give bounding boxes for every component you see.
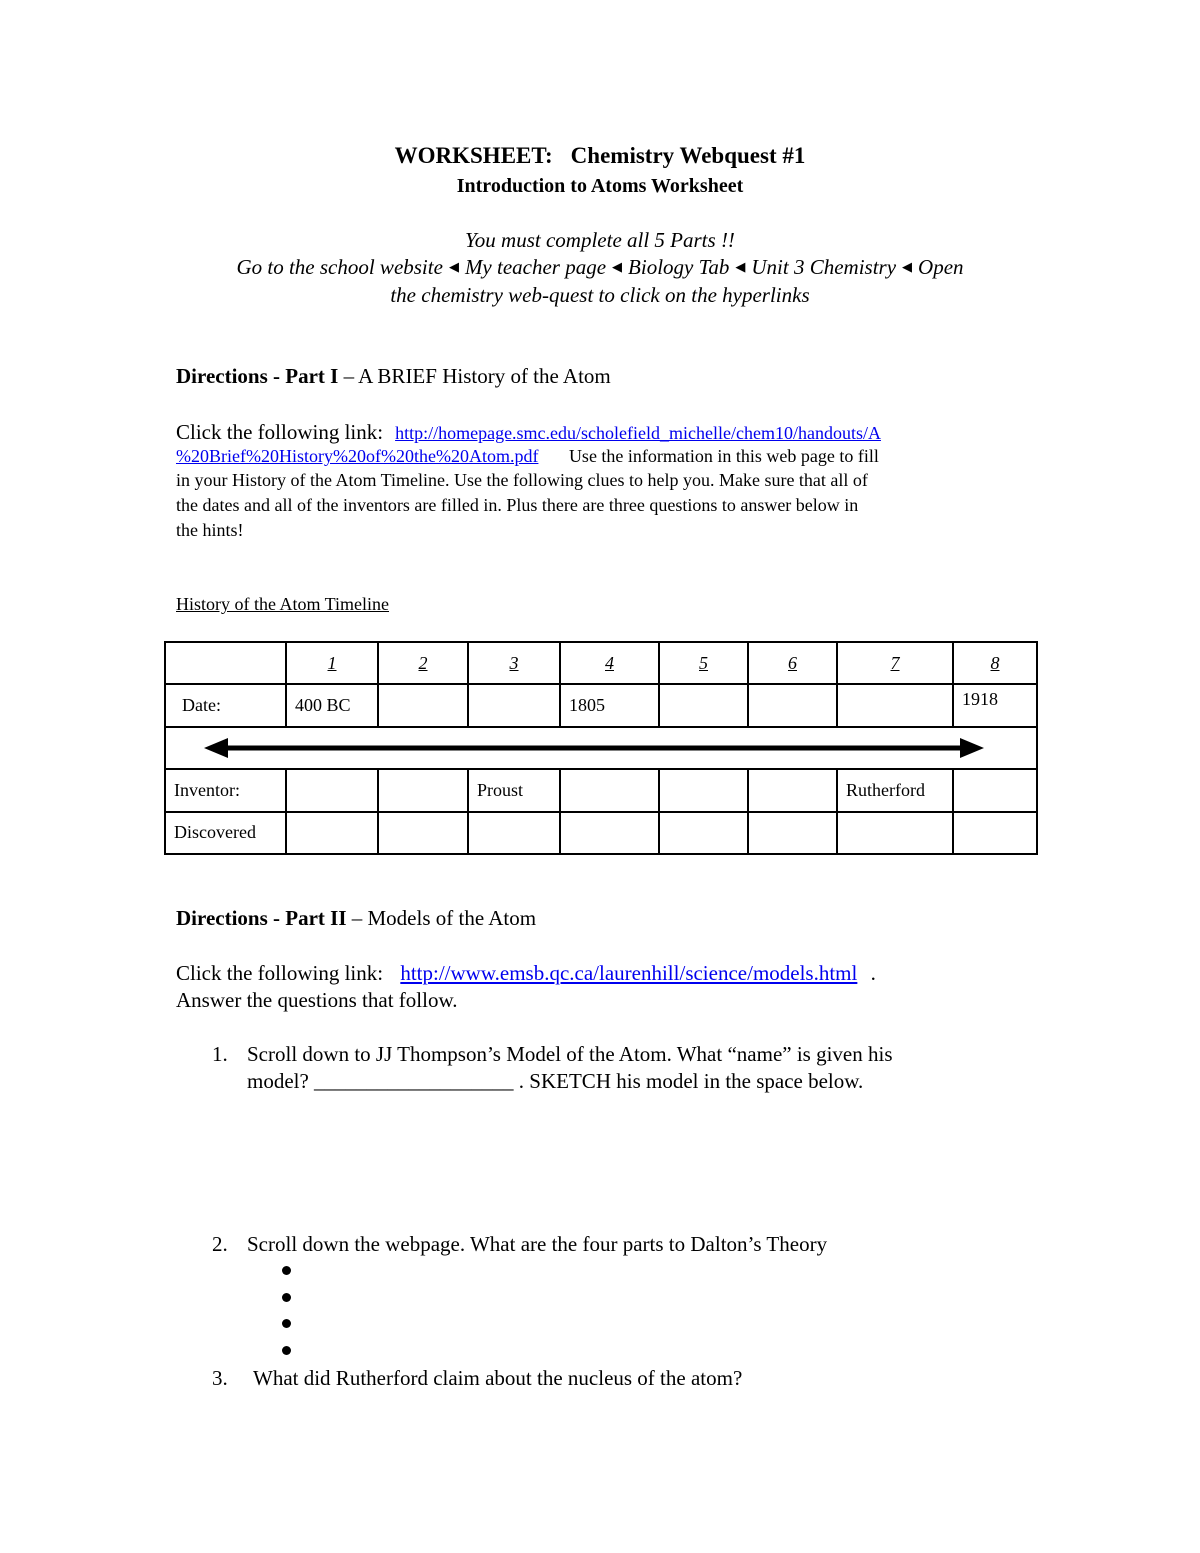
timeline-col-4: 4 (560, 642, 659, 684)
part1-link-line (176, 420, 881, 445)
question-2-number: 2. (212, 1232, 228, 1256)
timeline-table (164, 641, 1038, 855)
question-3-number: 3. (212, 1366, 228, 1390)
timeline-col-3: 3 (468, 642, 560, 684)
timeline-discovered-cell[interactable] (560, 812, 659, 854)
question-2-text: Scroll down the webpage. What are the four parts to Dalton’s Theory (247, 1232, 828, 1256)
part1-heading-rest: A BRIEF History of the Atom (358, 364, 611, 388)
timeline-corner-cell (165, 642, 286, 684)
arrow-right-icon: ◀ (735, 259, 746, 274)
part1-heading-dash: – (338, 364, 359, 388)
part1-link-line-2 (176, 446, 879, 467)
part2-heading-rest: Models of the Atom (367, 906, 537, 930)
timeline-date-cell[interactable]: 400 BC (286, 684, 378, 726)
part2-click-label: Click the following link: (176, 961, 384, 985)
question-2 (0, 1232, 1200, 1262)
timeline-discovered-cell[interactable] (837, 812, 953, 854)
part2-heading-dash: – (346, 906, 368, 930)
timeline-discovered-cell[interactable] (468, 812, 560, 854)
part1-heading (176, 364, 611, 389)
question-1-line-2: model? ___________________ . SKETCH his model in the space below. (247, 1069, 864, 1093)
timeline-col-7: 7 (837, 642, 953, 684)
timeline-title: History of the Atom Timeline (176, 594, 390, 614)
bullet-icon (282, 1346, 291, 1355)
instruction-line-3: the chemistry web-quest to click on the hyperlinks (390, 283, 810, 307)
timeline-inventor-cell[interactable]: Proust (468, 769, 560, 811)
timeline-date-label: Date: (165, 684, 286, 726)
arrow-right-icon: ◀ (902, 259, 913, 274)
nav-step-biology-tab: Biology Tab (628, 255, 730, 279)
part2-heading-bold: Directions - Part II (176, 906, 347, 930)
part1-link[interactable]: http://homepage.smc.edu/scholefield_michelle/chem10/handouts/A (395, 423, 881, 443)
part1-body-line-3: the dates and all of the inventors are filled in. Plus there are three questions to answer below in (176, 495, 859, 515)
timeline-arrow-row (165, 727, 1037, 769)
double-arrow-icon (166, 728, 1034, 768)
question-1 (0, 1042, 1200, 1102)
timeline-discovered-row (165, 812, 1037, 854)
timeline-discovered-cell[interactable] (748, 812, 837, 854)
part2-link[interactable]: http://www.emsb.qc.ca/laurenhill/science/models.html (400, 961, 858, 985)
timeline-discovered-cell[interactable] (953, 812, 1037, 854)
timeline-inventor-cell[interactable] (286, 769, 378, 811)
timeline-date-cell[interactable]: 1805 (560, 684, 659, 726)
timeline-col-1: 1 (286, 642, 378, 684)
question-1-line-1: Scroll down to JJ Thompson’s Model of the Atom. What “name” is given his (247, 1042, 893, 1066)
part2-link-period: . (870, 961, 876, 985)
timeline-inventor-cell[interactable]: Rutherford (837, 769, 953, 811)
timeline-inventor-cell[interactable] (560, 769, 659, 811)
part1-click-label: Click the following link: (176, 420, 384, 444)
part1-body-line-2: in your History of the Atom Timeline. Use the following clues to help you. Make sure that all of (176, 470, 868, 490)
nav-step-open: Open (918, 255, 964, 279)
part1-body-line-4: the hints! (176, 520, 244, 540)
timeline-date-cell[interactable] (837, 684, 953, 726)
timeline-col-8: 8 (953, 642, 1037, 684)
arrow-right-icon: ◀ (448, 259, 459, 274)
timeline-col-6: 6 (748, 642, 837, 684)
part1-heading-bold: Directions - Part I (176, 364, 339, 388)
question-3-text: What did Rutherford claim about the nucleus of the atom? (253, 1366, 743, 1390)
timeline-arrow-cell (165, 727, 1037, 769)
timeline-date-cell[interactable] (378, 684, 468, 726)
timeline-inventor-cell[interactable] (953, 769, 1037, 811)
bullet-icon (282, 1266, 291, 1275)
instruction-line-1: You must complete all 5 Parts !! (465, 228, 735, 252)
part1-link-continued[interactable]: %20Brief%20History%20of%20the%20Atom.pdf (176, 446, 539, 466)
timeline-inventor-label: Inventor: (165, 769, 286, 811)
timeline-discovered-cell[interactable] (378, 812, 468, 854)
timeline-date-cell[interactable] (468, 684, 560, 726)
part2-link-line (176, 961, 876, 986)
title-left: WORKSHEET: (394, 143, 553, 168)
part2-heading (176, 906, 536, 931)
timeline-header-row (165, 642, 1037, 684)
timeline-inventor-cell[interactable] (378, 769, 468, 811)
title-right: Chemistry Webquest #1 (570, 143, 806, 168)
timeline-date-cell[interactable] (748, 684, 837, 726)
timeline-date-row (165, 684, 1037, 726)
instruction-nav-path (0, 255, 1200, 280)
timeline-discovered-label: Discovered (165, 812, 286, 854)
timeline-date-cell[interactable] (659, 684, 748, 726)
question-1-number: 1. (212, 1042, 228, 1066)
timeline-col-2: 2 (378, 642, 468, 684)
bullet-icon (282, 1293, 291, 1302)
part1-body-line-1: Use the information in this web page to fill (568, 446, 879, 466)
nav-step-unit-3: Unit 3 Chemistry (751, 255, 897, 279)
timeline-discovered-cell[interactable] (659, 812, 748, 854)
arrow-right-icon: ◀ (612, 259, 623, 274)
worksheet-subtitle: Introduction to Atoms Worksheet (456, 175, 744, 197)
worksheet-title (0, 143, 1200, 169)
nav-step-school-website: Go to the school website (236, 255, 443, 279)
bullet-icon (282, 1319, 291, 1328)
timeline-inventor-cell[interactable] (659, 769, 748, 811)
timeline-discovered-cell[interactable] (286, 812, 378, 854)
timeline-date-cell[interactable]: 1918 (953, 684, 1037, 726)
nav-step-teacher-page: My teacher page (464, 255, 607, 279)
part2-answer-line: Answer the questions that follow. (176, 988, 458, 1012)
question-3 (0, 1366, 1200, 1396)
timeline-col-5: 5 (659, 642, 748, 684)
timeline-inventor-cell[interactable] (748, 769, 837, 811)
timeline-inventor-row (165, 769, 1037, 811)
